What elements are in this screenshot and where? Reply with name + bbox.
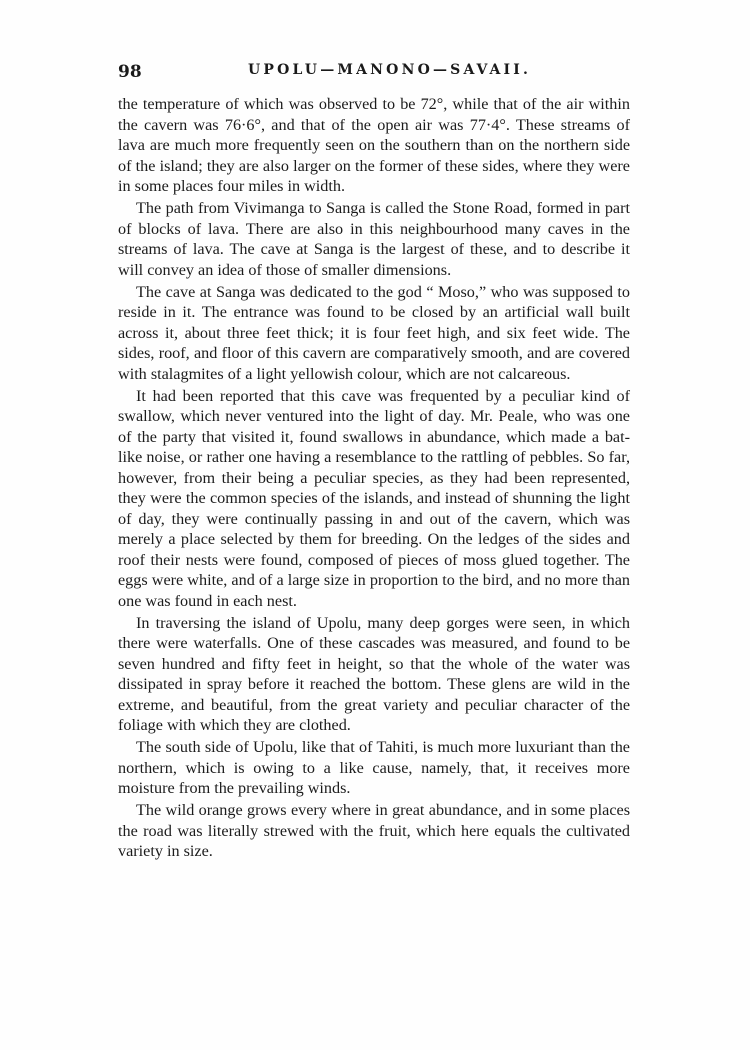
running-head <box>118 58 638 86</box>
paragraph-cave-sanga: The cave at Sanga was dedicated to the god “ Moso,” who was supposed to reside in it. The entrance was found to be closed by an artificial wall built across it, about three feet thick; it is four feet high, and six feet wide. The sides, roof, and floor of this cavern are comparatively smooth, and are covered with stalagmites of a light yellowish colour, which are not calcareous. <box>118 282 630 383</box>
paragraph-waterfalls: In traversing the island of Upolu, many deep gorges were seen, in which there were waterfalls. One of these cascades was measured, and found to be seven hundred and fifty feet in height, so that the whole of the water was dissipated in spray before it reached the bottom. These glens are wild in the extreme, and beautiful, from the great variety and peculiar character of the foliage with which they are clothed. <box>118 613 630 734</box>
paragraph-continued: the temperature of which was observed to be 72°, while that of the air within the cavern was 76·6°, and that of the open air was 77·4°. These streams of lava are much more frequently seen on the southern than on the northern side of the island; they are also larger on the former of these sides, where they were in some places four miles in width. <box>118 95 630 195</box>
body-text <box>118 94 630 863</box>
running-title: UPOLU—MANONO—SAVAII. <box>248 62 532 78</box>
paragraph-south-side: The south side of Upolu, like that of Tahiti, is much more luxuriant than the northern, which is owing to a like cause, namely, that, it receives more moisture from the prevailing winds. <box>118 738 630 797</box>
paragraph-wild-orange: The wild orange grows every where in great abundance, and in some places the road was literally strewed with the fruit, which here equals the cultivated variety in size. <box>118 801 630 860</box>
paragraph-stone-road: The path from Vivimanga to Sanga is called the Stone Road, formed in part of blocks of lava. There are also in this neighbourhood many caves in the streams of lava. The cave at Sanga is the largest of these, and to describe it will convey an idea of those of smaller dimensions. <box>118 199 630 279</box>
paragraph-swallows: It had been reported that this cave was frequented by a peculiar kind of swallow, which never ventured into the light of day. Mr. Peale, who was one of the party that visited it, found swallows in abundance, which made a bat-like noise, or rather one having a resemblance to the rattling of pebbles. So far, however, from their being a peculiar species, as they had been represented, they were the common species of the islands, and instead of shunning the light of day, they were continually passing in and out of the cavern, which was merely a place selected by them for breeding. On the ledges of the sides and roof their nests were found, composed of pieces of moss glued together. The eggs were white, and of a large size in proportion to the bird, and no more than one was found in each nest. <box>118 386 630 610</box>
page-number: 98 <box>118 62 142 82</box>
